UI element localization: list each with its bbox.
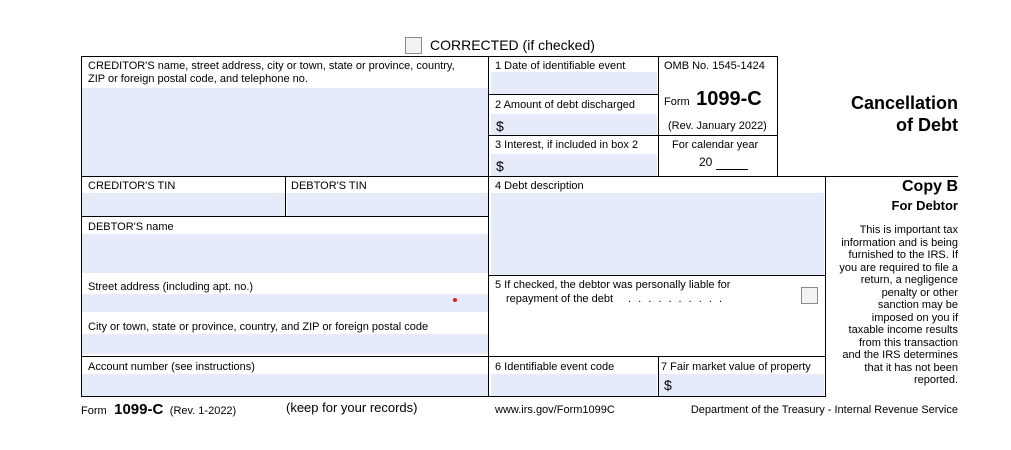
- bottom-border: [81, 396, 826, 397]
- street-address-label: Street address (including apt. no.): [88, 281, 254, 293]
- calendar-year-label: For calendar year: [672, 139, 759, 151]
- notice-line: that it has not been: [864, 361, 958, 374]
- box1-date-field[interactable]: [491, 72, 657, 94]
- notice-line: penalty or other: [881, 286, 958, 299]
- box6-label: 6 Identifiable event code: [495, 361, 615, 373]
- account-number-field[interactable]: [82, 374, 488, 396]
- omb-revision: (Rev. January 2022): [668, 120, 767, 132]
- middle-divider: [488, 56, 489, 397]
- box7-dollar-sign: $: [664, 377, 672, 393]
- debtor-tin-field[interactable]: [287, 193, 488, 216]
- box2-bottom-line: [489, 135, 777, 136]
- calendar-year-input[interactable]: [716, 156, 748, 170]
- box5-liable-checkbox[interactable]: [801, 287, 818, 304]
- notice-line: and the IRS determines: [842, 349, 958, 361]
- omb-number: OMB No. 1545-1424: [664, 60, 765, 72]
- city-label: City or town, state or province, country, and ZIP or foreign postal code: [88, 321, 429, 333]
- form-title-line2: of Debt: [896, 115, 958, 135]
- tin-bottom-line: [81, 216, 489, 217]
- box4-label: 4 Debt description: [495, 180, 584, 192]
- form-title: [800, 92, 958, 136]
- debtor-name-label: DEBTOR'S name: [88, 221, 174, 233]
- form-title-line1: Cancellation: [850, 93, 958, 113]
- footer-department: Department of the Treasury - Internal Revenue Service: [690, 404, 958, 416]
- box2-label: 2 Amount of debt discharged: [495, 99, 636, 111]
- street-address-field[interactable]: [82, 294, 488, 312]
- row-account-top-line: [81, 356, 826, 357]
- omb-form-prefix: Form: [664, 96, 690, 108]
- copy-subtitle: For Debtor: [891, 198, 958, 213]
- debtor-name-field[interactable]: [82, 234, 488, 273]
- notice-line: you are required to file a: [839, 261, 958, 274]
- omb-form-title: [664, 88, 762, 111]
- notice-line: from this transaction: [858, 336, 958, 349]
- footer-form-number: 1099-C: [114, 401, 164, 418]
- omb-left-divider: [658, 56, 659, 177]
- creditor-label-line2: ZIP or foreign postal code, and telephone no.: [88, 73, 308, 85]
- notice-line: information and is being: [841, 236, 958, 249]
- box4-description-field[interactable]: [491, 193, 824, 275]
- copy-title: Copy B: [902, 178, 958, 195]
- box3-dollar-sign: $: [496, 158, 504, 174]
- notice-line: furnished to the IRS. If: [848, 249, 958, 261]
- box1-label: 1 Date of identifiable event: [495, 60, 626, 72]
- copy-notice: [828, 224, 958, 387]
- debtor-tin-label: DEBTOR'S TIN: [291, 180, 367, 192]
- box3-label: 3 Interest, if included in box 2: [495, 139, 639, 151]
- box6-event-code-field[interactable]: [491, 374, 657, 396]
- box1-bottom-line: [489, 94, 658, 95]
- box4-bottom-line: [489, 275, 826, 276]
- required-marker-icon: [453, 298, 457, 302]
- footer-revision: (Rev. 1-2022): [169, 405, 237, 417]
- calendar-year-prefix: 20: [699, 155, 713, 169]
- left-border: [81, 56, 82, 397]
- row2-top-line: [81, 176, 958, 177]
- omb-form-number: 1099-C: [696, 88, 762, 110]
- top-border: [81, 56, 777, 57]
- box3-interest-field[interactable]: [491, 154, 657, 176]
- box7-fmv-field[interactable]: [659, 374, 824, 396]
- box5-label-line1: 5 If checked, the debtor was personally liable for: [495, 279, 731, 291]
- box2-dollar-sign: $: [496, 118, 504, 134]
- notice-line: sanction may be: [877, 299, 958, 311]
- notice-line: return, a negligence: [860, 274, 958, 286]
- footer-form-prefix: Form: [81, 405, 107, 417]
- footer-form-id: [81, 401, 236, 419]
- creditor-label-line1: CREDITOR'S name, street address, city or town, state or province, country,: [88, 60, 455, 72]
- creditor-info-field[interactable]: [82, 88, 488, 176]
- footer-url[interactable]: www.irs.gov/Form1099C: [495, 404, 615, 416]
- omb-right-divider: [777, 56, 778, 177]
- notice-line: taxable income results: [848, 324, 958, 336]
- footer-keep-note: (keep for your records): [286, 400, 418, 415]
- corrected-label: CORRECTED (if checked): [430, 37, 595, 53]
- creditor-tin-label: CREDITOR'S TIN: [88, 180, 176, 192]
- notice-line: This is important tax: [859, 224, 958, 236]
- creditor-tin-field[interactable]: [82, 193, 285, 216]
- corrected-checkbox[interactable]: [405, 37, 422, 54]
- box5-label-line2: repayment of the debt: [506, 293, 614, 305]
- account-number-label: Account number (see instructions): [88, 361, 255, 373]
- notice-line: reported.: [913, 374, 958, 386]
- city-field[interactable]: [82, 334, 488, 354]
- box7-label: 7 Fair market value of property: [661, 361, 811, 373]
- box5-leader-dots: . . . . . . . . . .: [628, 293, 725, 305]
- box2-amount-field[interactable]: [491, 114, 657, 135]
- box6-box7-divider: [658, 356, 659, 397]
- notice-line: imposed on you if: [871, 311, 958, 324]
- copy-left-divider: [825, 176, 826, 397]
- tin-divider: [285, 176, 286, 216]
